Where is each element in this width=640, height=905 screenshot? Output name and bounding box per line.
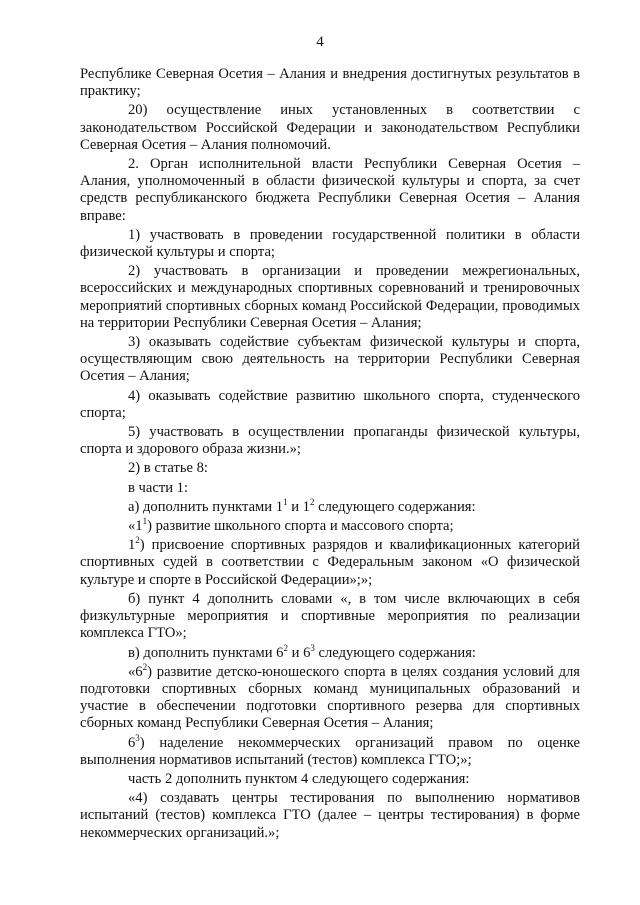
paragraph: в части 1: — [128, 479, 189, 496]
document-body — [80, 66, 580, 844]
text-run: ) развитие школьного спорта и массового спорта; — [147, 518, 454, 535]
paragraph — [80, 642, 580, 662]
text-run: ) присвоение спортивных разрядов и квалификационных категорий спортивных судей в соответствии с Федеральным законом «О физической культуре и спорте в Российской Федерации»;»; — [80, 537, 580, 588]
paragraph — [80, 661, 580, 733]
paragraph: б) пункт 4 дополнить словами «, в том числе включающих в себя физкультурные мероприятия и спортивные мероприятия по реализации комплекса ГТО»; — [80, 590, 580, 642]
text-run: следующего содержания: — [314, 644, 476, 661]
paragraph: часть 2 дополнить пунктом 4 следующего содержания: — [128, 770, 470, 787]
paragraph: 2) в статье 8: — [128, 460, 208, 477]
superscript: 2 — [142, 661, 148, 672]
page-number: 4 — [316, 34, 324, 50]
text-run: и 1 — [287, 498, 310, 515]
superscript: 1 — [283, 496, 288, 507]
paragraph — [80, 496, 580, 516]
text-run: 6 — [128, 734, 136, 751]
text-run: ) развитие детско-юношеского спорта в целях создания условий для подготовки спортивных сборных команд муниципальных образований и участие в обеспечении подготовки спортивного резерва для спортивных сборных команд Республики Северная Осетия – Алания; — [80, 663, 580, 732]
superscript: 3 — [310, 642, 315, 653]
text-run: 1 — [128, 537, 136, 554]
text-run: следующего содержания: — [314, 498, 476, 515]
superscript: 2 — [135, 535, 140, 546]
superscript: 2 — [283, 642, 288, 653]
paragraph: 2. Орган исполнительной власти Республики Северная Осетия – Алания, уполномоченный в области физической культуры и спорта, за счет средств республиканского бюджета Республики Северная Осетия – Алания вправе: — [80, 156, 580, 224]
paragraph: Республике Северная Осетия – Алания и внедрения достигнутых результатов в практику; — [80, 66, 580, 100]
paragraph — [80, 732, 580, 769]
text-run: «6 — [128, 663, 143, 680]
paragraph: 20) осуществление иных установленных в соответствии с законодательством Российской Федерации и законодательством Республики Северная Осетия – Алания полномочий. — [80, 102, 580, 153]
paragraph: «4) создавать центры тестирования по выполнению нормативов испытаний (тестов) комплекса ГТО (далее – центры тестирования) в форме некоммерческих организаций.»; — [80, 790, 580, 841]
superscript: 1 — [142, 516, 148, 527]
paragraph: 4) оказывать содействие развитию школьного спорта, студенческого спорта; — [80, 387, 580, 421]
text-run: в) дополнить пунктами 6 — [128, 644, 284, 661]
text-run: ) наделение некоммерческих организаций правом по оценке выполнения нормативов испытаний (тестов) комплекса ГТО;»; — [80, 734, 580, 768]
paragraph: 5) участвовать в осуществлении пропаганды физической культуры, спорта и здорового образа жизни.»; — [80, 424, 580, 458]
paragraph: 2) участвовать в организации и проведении межрегиональных, всероссийских и международных спортивных соревнований и тренировочных мероприятий спортивных сборных команд Российской Федерации, проводимых на территории Республики Северная Осетия – Алания; — [80, 263, 580, 331]
paragraph: 3) оказывать содействие субъектам физической культуры и спорта, осуществляющим свою деятельность на территории Республики Северная Осетия – Алания; — [80, 334, 580, 385]
text-run: «1 — [128, 518, 143, 535]
paragraph — [80, 518, 580, 535]
paragraph: 1) участвовать в проведении государственной политики в области физической культуры и спорта; — [80, 226, 580, 261]
text-run: и 6 — [287, 644, 311, 661]
text-run: а) дополнить пунктами 1 — [128, 498, 284, 515]
superscript: 2 — [309, 496, 315, 507]
paragraph — [80, 537, 580, 589]
superscript: 3 — [135, 732, 140, 743]
